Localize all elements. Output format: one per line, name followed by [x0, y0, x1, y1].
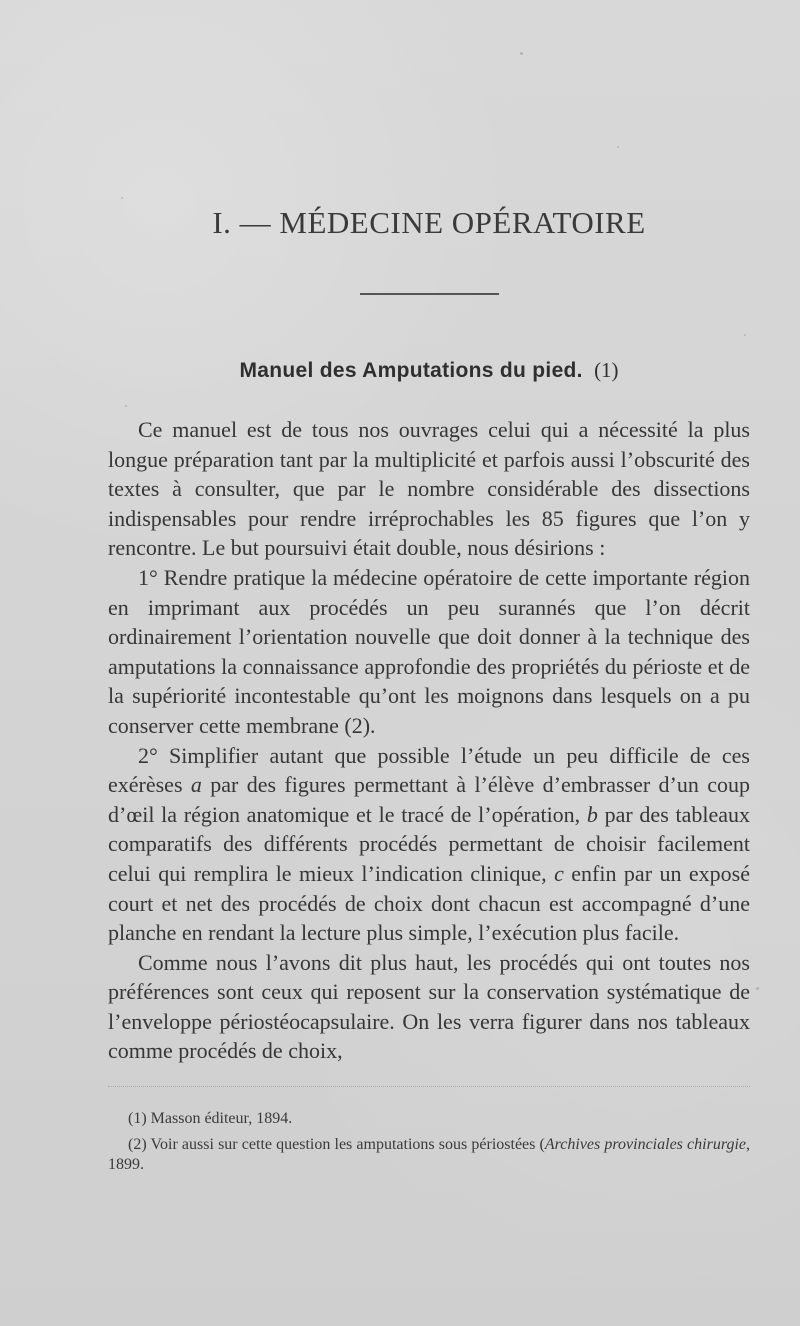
paragraph-3-part-2: par des figures permettant à l’élève d’embrasser d’un coup d’œil la région anatomique et le tracé de l’opération,: [108, 772, 750, 827]
paper-speck: [520, 52, 523, 55]
footnotes: [108, 1109, 750, 1175]
footnote-2-italic: Archives provinciales chirurgie: [544, 1136, 746, 1154]
page-content: [108, 206, 750, 1175]
paragraph-3-part-1: 2° Simplifier autant que possible l’étude un peu difficile de ces exérèses: [108, 742, 750, 798]
paragraph-3-part-4: enfin par un exposé court et net des procédés de choix dont chacun est accompagné d’une planche en rendant la lecture plus simple, l’exécution plus facile.: [108, 860, 750, 946]
paragraph-3-item-c: c: [554, 860, 564, 886]
paper-speck: [756, 987, 759, 990]
section-heading-text: Manuel des Amputations du pied.: [239, 359, 583, 382]
paragraph-1: Ce manuel est de tous nos ouvrages celui qui a nécessité la plus longue préparation tant par la multiplicité et parfois aussi l’obscurité des textes à consulter, que par le nombre considérable des dissections indispensables pour rendre irréprochables les 85 figures que l’on y rencontre. Le but poursuivi était double, nous désirions :: [108, 417, 750, 561]
body-text: [108, 415, 750, 1066]
footnote-1: (1) Masson éditeur, 1894.: [128, 1110, 293, 1128]
footnote-marker: (1): [594, 358, 619, 382]
title-rule: [360, 293, 499, 295]
paragraph-3: [108, 741, 750, 948]
section-heading: [108, 357, 750, 384]
paragraph-3-part-3: par des tableaux comparatifs des différents procédés permettant de choisir facilement celui qui remplira le mieux l’indication clinique,: [108, 801, 751, 886]
footnote-2: [108, 1135, 750, 1175]
footnote-divider: [108, 1086, 750, 1087]
paragraph-3-item-b: b: [586, 801, 598, 827]
paragraph-2: 1° Rendre pratique la médecine opératoire de cette importante région en imprimant aux procédés un peu surannés que l’on décrit ordinairement l’orientation nouvelle que doit donner à la technique des amputations la connaissance approfondie des propriétés du périoste et de la supériorité incontestable qu’ont les moignons dans lesquels on a pu conserver cette membrane (2).: [108, 564, 750, 738]
footnote-2-tail: , 1899.: [108, 1136, 750, 1174]
chapter-title: I. — MÉDECINE OPÉRATOIRE: [212, 205, 646, 240]
footnote-2-lead: (2) Voir aussi sur cette question les amputations sous périostées (: [128, 1136, 545, 1154]
paper-speck: [617, 146, 619, 148]
paper-speck: [121, 197, 123, 199]
paragraph-3-item-a: a: [190, 772, 202, 798]
paragraph-4: Comme nous l’avons dit plus haut, les procédés qui ont toutes nos préférences sont ceux qui reposent sur la conservation systématique de l’enveloppe périostéocapsulaire. On les verra figurer dans nos tableaux comme procédés de choix,: [108, 949, 750, 1064]
